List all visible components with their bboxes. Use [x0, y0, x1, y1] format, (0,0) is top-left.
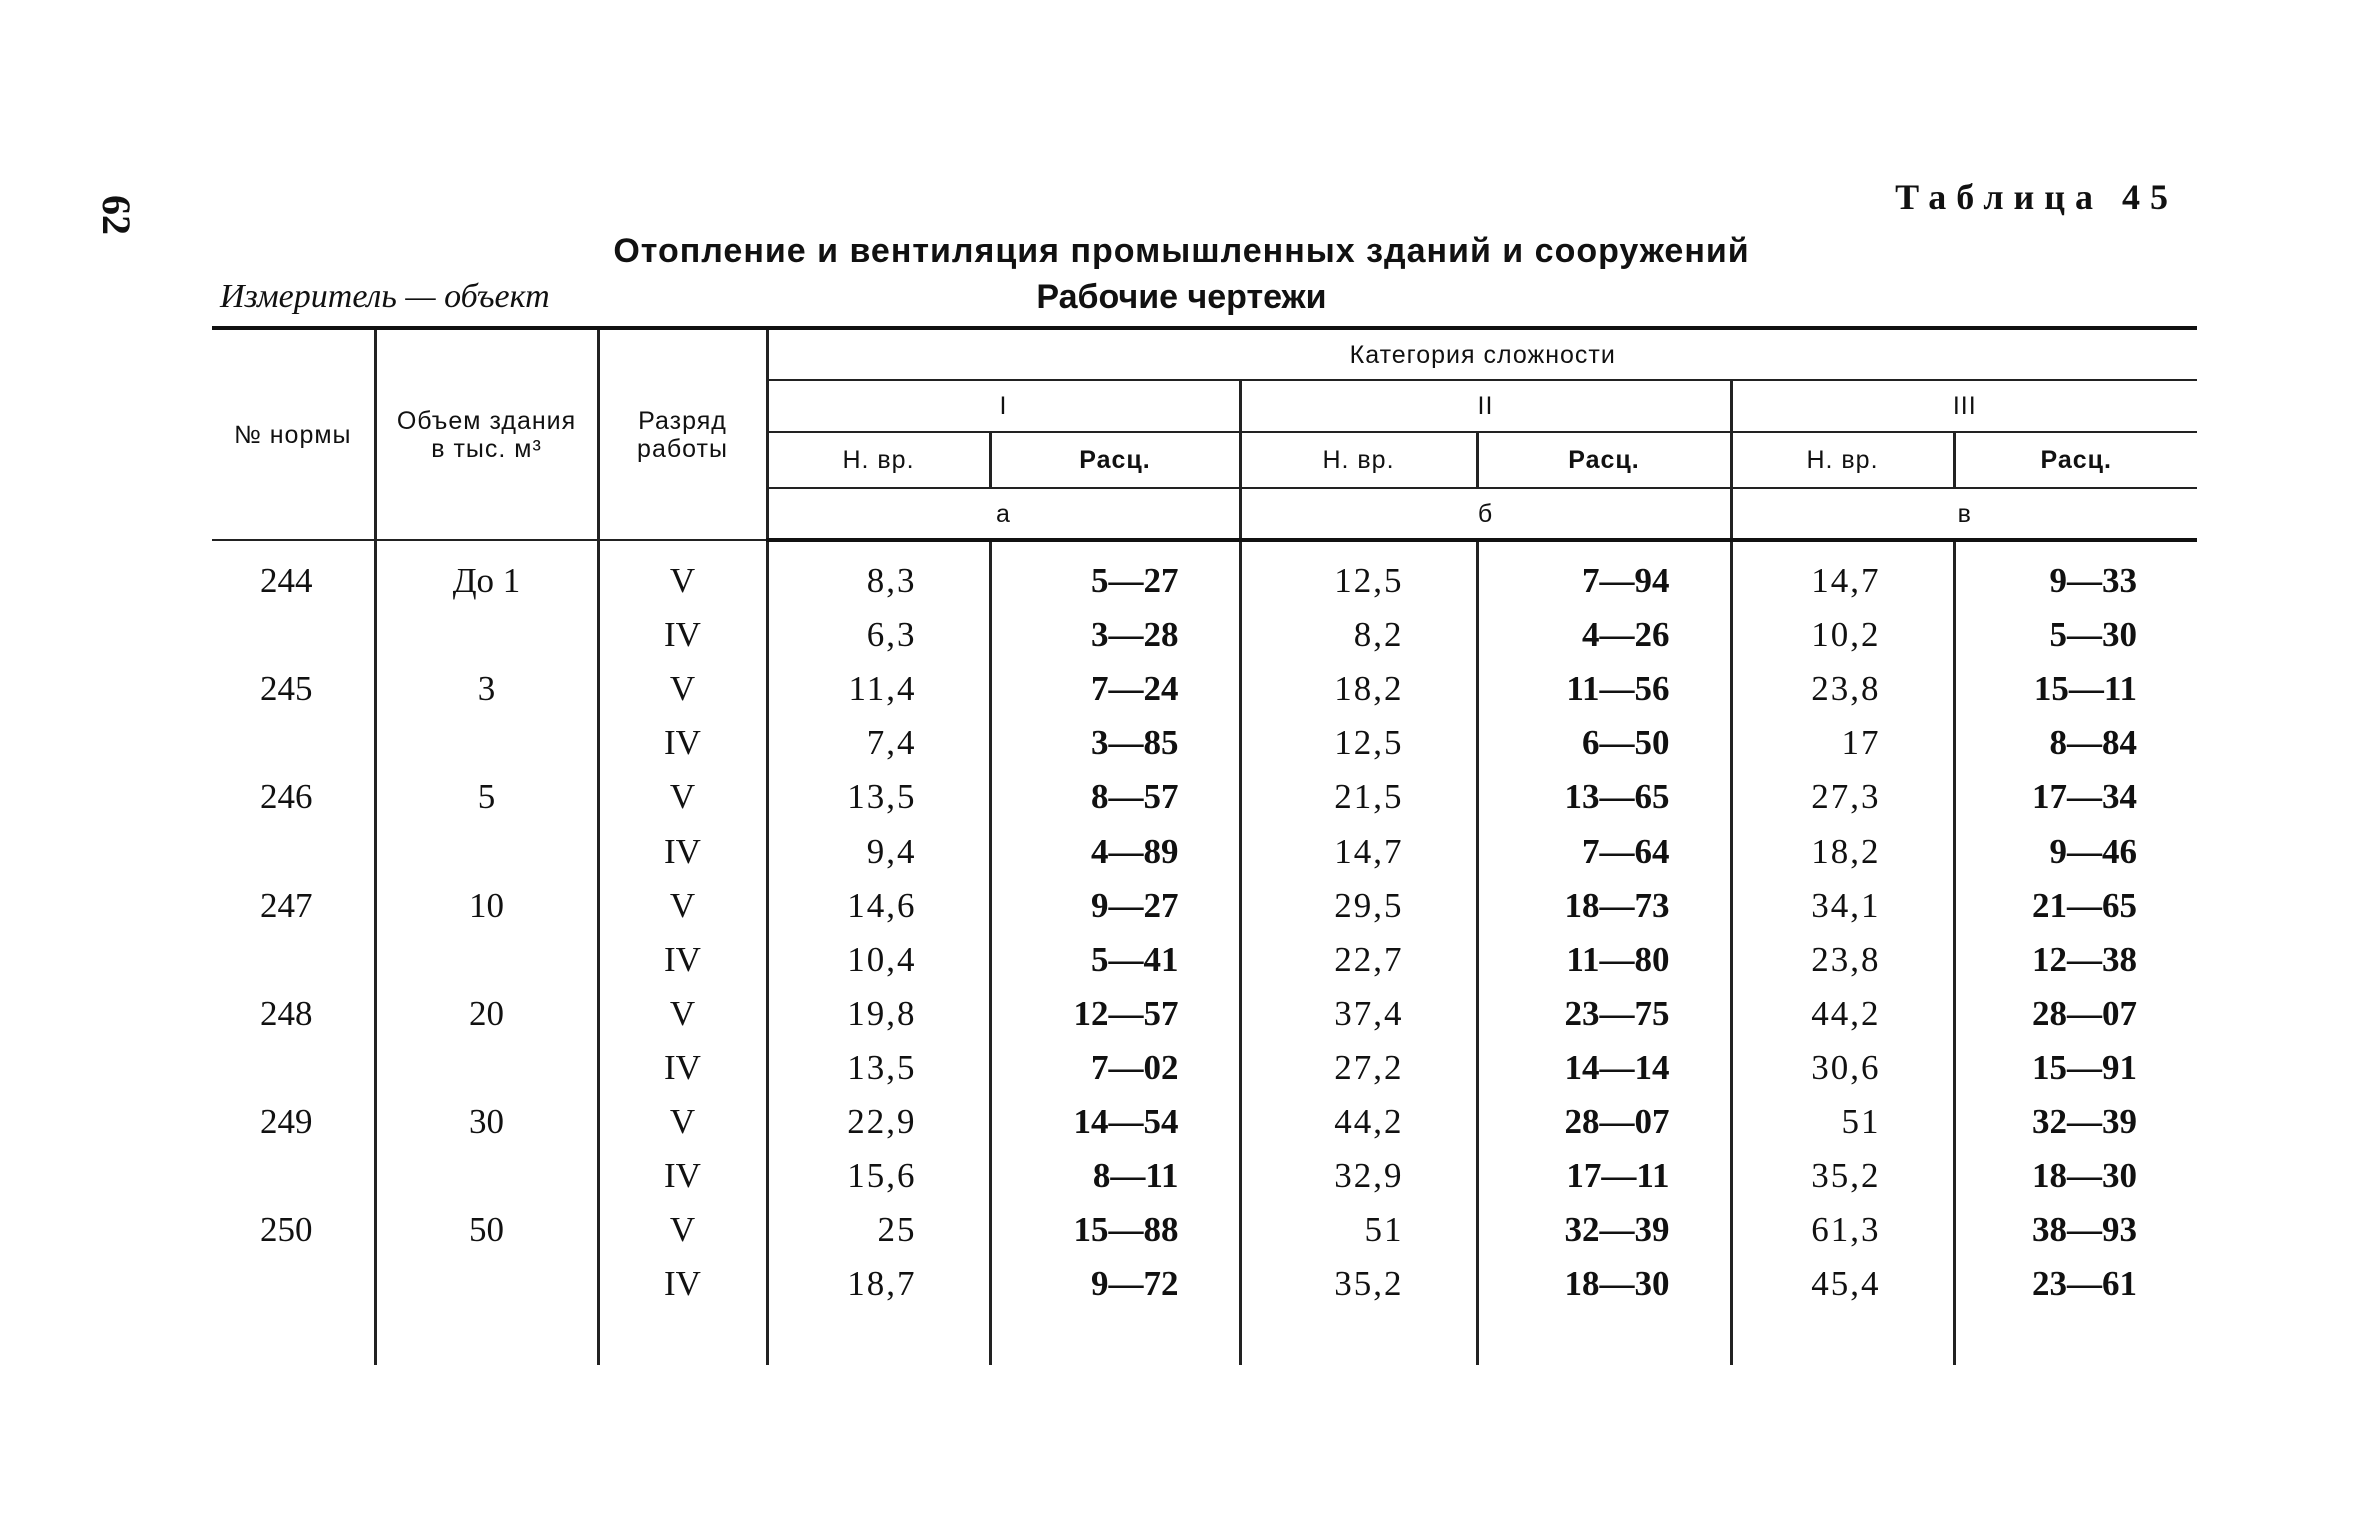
- rate-b-cell: 4—26: [1477, 608, 1731, 662]
- grade-cell: V: [598, 540, 767, 608]
- table-row: [212, 662, 2197, 716]
- volume-cell: [375, 1149, 598, 1203]
- norm-time-b-cell: 35,2: [1240, 1257, 1477, 1311]
- header-category-i: I: [767, 380, 1240, 432]
- rate-b-cell: 11—80: [1477, 933, 1731, 987]
- norm-time-a-cell: 15,6: [767, 1149, 990, 1203]
- rate-b-cell: 11—56: [1477, 662, 1731, 716]
- table-row: [212, 1095, 2197, 1149]
- grade-cell: V: [598, 1095, 767, 1149]
- rate-a-cell: 9—27: [990, 879, 1240, 933]
- rate-b-cell: 14—14: [1477, 1041, 1731, 1095]
- spacer-cell: [1477, 1311, 1731, 1365]
- volume-cell: [375, 824, 598, 878]
- rate-b-cell: 18—73: [1477, 879, 1731, 933]
- grade-cell: IV: [598, 824, 767, 878]
- spacer-cell: [767, 1311, 990, 1365]
- rate-a-cell: 5—41: [990, 933, 1240, 987]
- rate-a-cell: 9—72: [990, 1257, 1240, 1311]
- grade-cell: V: [598, 770, 767, 824]
- table-subtitle: Рабочие чертежи: [1036, 278, 1327, 316]
- table-row: [212, 1041, 2197, 1095]
- grade-cell: V: [598, 879, 767, 933]
- header-category-iii: III: [1731, 380, 2197, 432]
- norm-time-v-cell: 35,2: [1731, 1149, 1954, 1203]
- rate-a-cell: 4—89: [990, 824, 1240, 878]
- grade-cell: IV: [598, 608, 767, 662]
- spacer-cell: [1954, 1311, 2197, 1365]
- norm-time-a-cell: 19,8: [767, 987, 990, 1041]
- norm-time-a-cell: 11,4: [767, 662, 990, 716]
- header-nvr-v: Н. вр.: [1731, 432, 1954, 488]
- norm-number-cell: [212, 1257, 375, 1311]
- spacer-cell: [1240, 1311, 1477, 1365]
- header-volume: Объем здания в тыс. м³: [375, 328, 598, 540]
- rate-b-cell: 23—75: [1477, 987, 1731, 1041]
- norm-time-a-cell: 9,4: [767, 824, 990, 878]
- rate-a-cell: 3—28: [990, 608, 1240, 662]
- rate-v-cell: 12—38: [1954, 933, 2197, 987]
- header-nvr-b: Н. вр.: [1240, 432, 1477, 488]
- norm-time-b-cell: 12,5: [1240, 540, 1477, 608]
- volume-cell: 5: [375, 770, 598, 824]
- header-col-v: в: [1731, 488, 2197, 540]
- table-header: [212, 328, 2197, 540]
- header-col-b: б: [1240, 488, 1731, 540]
- rate-a-cell: 14—54: [990, 1095, 1240, 1149]
- rate-a-cell: 7—02: [990, 1041, 1240, 1095]
- table-row: [212, 716, 2197, 770]
- grade-cell: IV: [598, 1149, 767, 1203]
- grade-cell: V: [598, 1203, 767, 1257]
- header-grade: Разряд работы: [598, 328, 767, 540]
- norm-time-a-cell: 8,3: [767, 540, 990, 608]
- rate-v-cell: 21—65: [1954, 879, 2197, 933]
- rate-v-cell: 15—11: [1954, 662, 2197, 716]
- norm-time-b-cell: 29,5: [1240, 879, 1477, 933]
- rate-b-cell: 18—30: [1477, 1257, 1731, 1311]
- rate-v-cell: 9—46: [1954, 824, 2197, 878]
- spacer-cell: [212, 1311, 375, 1365]
- norm-number-cell: 248: [260, 993, 313, 1033]
- spacer-cell: [598, 1311, 767, 1365]
- norm-time-a-cell: 13,5: [767, 770, 990, 824]
- rate-v-cell: 8—84: [1954, 716, 2197, 770]
- norm-time-v-cell: 45,4: [1731, 1257, 1954, 1311]
- rate-b-cell: 17—11: [1477, 1149, 1731, 1203]
- norm-time-v-cell: 23,8: [1731, 933, 1954, 987]
- norm-time-v-cell: 30,6: [1731, 1041, 1954, 1095]
- norm-time-b-cell: 14,7: [1240, 824, 1477, 878]
- rate-b-cell: 32—39: [1477, 1203, 1731, 1257]
- norm-number-cell: [212, 608, 375, 662]
- rate-v-cell: 18—30: [1954, 1149, 2197, 1203]
- norm-number-cell: 249: [260, 1101, 313, 1141]
- header-category-ii: II: [1240, 380, 1731, 432]
- spacer-cell: [375, 1311, 598, 1365]
- norm-number-cell: [212, 824, 375, 878]
- rate-v-cell: 15—91: [1954, 1041, 2197, 1095]
- spacer-cell: [1731, 1311, 1954, 1365]
- spacer-cell: [990, 1311, 1240, 1365]
- volume-cell: 50: [375, 1203, 598, 1257]
- table-row: [212, 879, 2197, 933]
- norm-number-cell: 246: [260, 777, 313, 817]
- norm-time-a-cell: 6,3: [767, 608, 990, 662]
- volume-cell: [375, 1041, 598, 1095]
- norm-time-v-cell: 18,2: [1731, 824, 1954, 878]
- rate-a-cell: 8—11: [990, 1149, 1240, 1203]
- rate-a-cell: 8—57: [990, 770, 1240, 824]
- table-row: [212, 987, 2197, 1041]
- rate-b-cell: 7—64: [1477, 824, 1731, 878]
- norm-time-a-cell: 13,5: [767, 1041, 990, 1095]
- norm-time-a-cell: 7,4: [767, 716, 990, 770]
- measure-unit: Измеритель — объект: [220, 278, 550, 315]
- rate-v-cell: 32—39: [1954, 1095, 2197, 1149]
- table-row: [212, 608, 2197, 662]
- norm-time-b-cell: 44,2: [1240, 1095, 1477, 1149]
- norm-time-b-cell: 22,7: [1240, 933, 1477, 987]
- volume-cell: 20: [375, 987, 598, 1041]
- table-row: [212, 1203, 2197, 1257]
- norm-number-cell: 244: [260, 560, 313, 600]
- header-rasc-v: Расц.: [1954, 432, 2197, 488]
- norm-time-b-cell: 27,2: [1240, 1041, 1477, 1095]
- rate-a-cell: 5—27: [990, 540, 1240, 608]
- header-col-a: а: [767, 488, 1240, 540]
- rate-a-cell: 12—57: [990, 987, 1240, 1041]
- norm-time-v-cell: 14,7: [1731, 540, 1954, 608]
- table-row: [212, 824, 2197, 878]
- norm-time-b-cell: 51: [1240, 1203, 1477, 1257]
- header-category: Категория сложности: [767, 328, 2197, 380]
- volume-cell: [375, 933, 598, 987]
- norm-number-cell: [212, 933, 375, 987]
- norm-time-a-cell: 25: [767, 1203, 990, 1257]
- norm-time-v-cell: 51: [1731, 1095, 1954, 1149]
- rate-a-cell: 3—85: [990, 716, 1240, 770]
- norm-time-v-cell: 10,2: [1731, 608, 1954, 662]
- rate-b-cell: 28—07: [1477, 1095, 1731, 1149]
- norm-time-v-cell: 23,8: [1731, 662, 1954, 716]
- rate-b-cell: 7—94: [1477, 540, 1731, 608]
- rate-v-cell: 28—07: [1954, 987, 2197, 1041]
- grade-cell: IV: [598, 716, 767, 770]
- rate-a-cell: 15—88: [990, 1203, 1240, 1257]
- norm-number-cell: [212, 716, 375, 770]
- volume-cell: [375, 608, 598, 662]
- rate-v-cell: 23—61: [1954, 1257, 2197, 1311]
- norm-time-b-cell: 21,5: [1240, 770, 1477, 824]
- rate-v-cell: 5—30: [1954, 608, 2197, 662]
- norm-number-cell: 250: [260, 1210, 313, 1250]
- header-rasc-a: Расц.: [990, 432, 1240, 488]
- rate-b-cell: 6—50: [1477, 716, 1731, 770]
- norm-time-a-cell: 10,4: [767, 933, 990, 987]
- table-title: Отопление и вентиляция промышленных зданий и сооружений: [613, 232, 1750, 270]
- table-row: [212, 933, 2197, 987]
- header-nvr-a: Н. вр.: [767, 432, 990, 488]
- norm-number-cell: 245: [260, 669, 313, 709]
- rate-v-cell: 9—33: [1954, 540, 2197, 608]
- grade-cell: V: [598, 987, 767, 1041]
- rate-b-cell: 13—65: [1477, 770, 1731, 824]
- volume-cell: 10: [375, 879, 598, 933]
- rate-a-cell: 7—24: [990, 662, 1240, 716]
- norm-time-b-cell: 12,5: [1240, 716, 1477, 770]
- table-row: [212, 540, 2197, 608]
- header-rasc-b: Расц.: [1477, 432, 1731, 488]
- volume-cell: [375, 716, 598, 770]
- norm-time-b-cell: 8,2: [1240, 608, 1477, 662]
- norm-time-v-cell: 27,3: [1731, 770, 1954, 824]
- table-body: [212, 540, 2197, 1365]
- norm-time-b-cell: 18,2: [1240, 662, 1477, 716]
- norm-time-b-cell: 37,4: [1240, 987, 1477, 1041]
- norm-time-v-cell: 34,1: [1731, 879, 1954, 933]
- grade-cell: IV: [598, 1041, 767, 1095]
- norm-time-v-cell: 44,2: [1731, 987, 1954, 1041]
- volume-cell: [375, 1257, 598, 1311]
- norm-number-cell: 247: [260, 885, 313, 925]
- rate-v-cell: 38—93: [1954, 1203, 2197, 1257]
- page-number: 62: [94, 195, 139, 235]
- table-label: Таблица 45: [1895, 177, 2178, 217]
- grade-cell: IV: [598, 933, 767, 987]
- table-row: [212, 1149, 2197, 1203]
- volume-cell: 30: [375, 1095, 598, 1149]
- grade-cell: IV: [598, 1257, 767, 1311]
- volume-cell: 3: [375, 662, 598, 716]
- volume-cell: До 1: [375, 540, 598, 608]
- norm-time-a-cell: 22,9: [767, 1095, 990, 1149]
- table-row-spacer: [212, 1311, 2197, 1365]
- table-row: [212, 770, 2197, 824]
- norm-time-b-cell: 32,9: [1240, 1149, 1477, 1203]
- grade-cell: V: [598, 662, 767, 716]
- norm-time-a-cell: 18,7: [767, 1257, 990, 1311]
- rate-v-cell: 17—34: [1954, 770, 2197, 824]
- norms-table: [212, 326, 2197, 1365]
- norm-time-v-cell: 17: [1731, 716, 1954, 770]
- header-norm-no: № нормы: [212, 328, 375, 540]
- norm-time-a-cell: 14,6: [767, 879, 990, 933]
- norm-number-cell: [212, 1041, 375, 1095]
- table-row: [212, 1257, 2197, 1311]
- norm-number-cell: [212, 1149, 375, 1203]
- norm-time-v-cell: 61,3: [1731, 1203, 1954, 1257]
